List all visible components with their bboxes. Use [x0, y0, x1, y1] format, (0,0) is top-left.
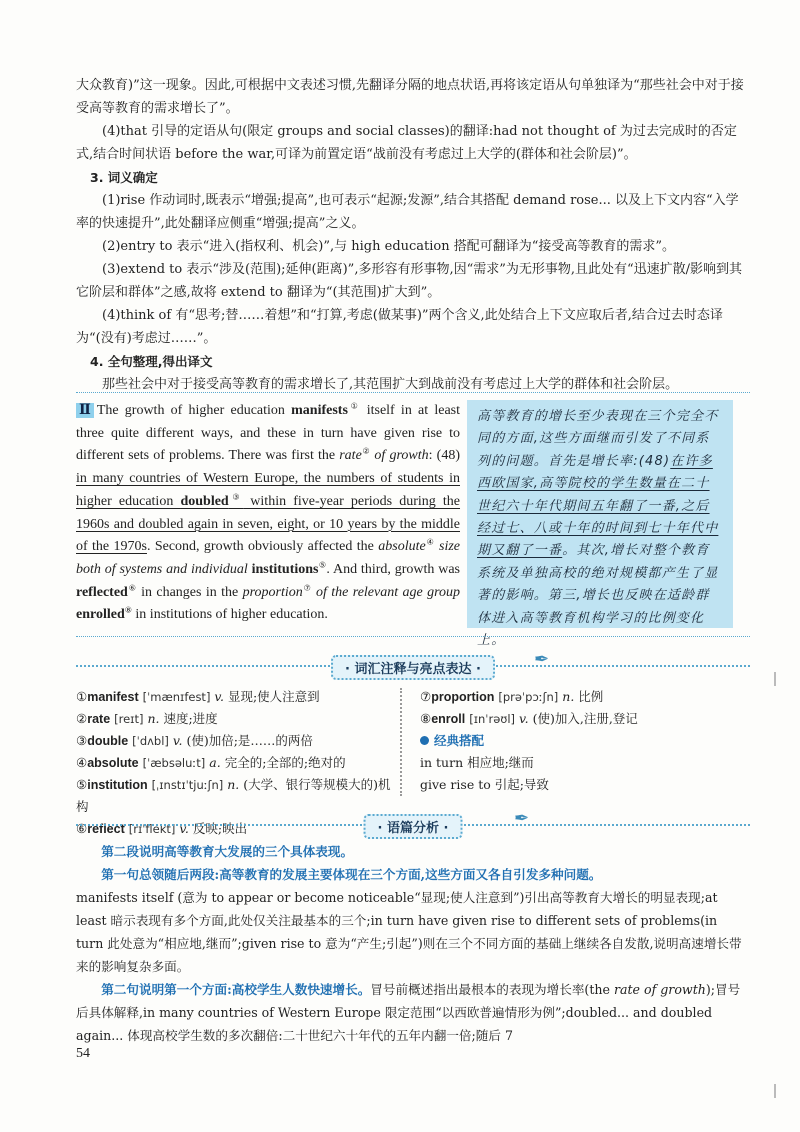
text: in institutions of higher education. [131, 607, 328, 623]
english-passage [76, 400, 460, 627]
page-number: 54 [76, 1046, 90, 1061]
paragraph: 大众教育)”这一现象。因此,可根据中文表述习惯,先翻译分隔的地点状语,再将该定语从句单独译为“那些社会中对于接受高等教育的需求增长了”。 [76, 78, 744, 116]
paragraph: manifests itself (意为 to appear or become noticeable“显现;使人注意到”)引出高等教育大增长的明显表现;at least 暗示表现有多个方面,此处仅关注最基本的三个;in turn have given rise to different sets of problems(in turn 此处意为“相应地,继而”;given rise to 意为“产生;引起”)则在三个不同方面的基础上继续各自发散,说明高速增长带来的影响复杂多面。 [76, 890, 742, 974]
keyword: reflected [76, 584, 128, 600]
section-heading: 3. 词义确定 [90, 170, 158, 185]
footnote-ref: ⑤ [318, 560, 327, 570]
vocab-entry [420, 708, 740, 730]
bullet-icon [420, 736, 429, 745]
divider [76, 636, 750, 637]
keyword: enrolled [76, 607, 125, 623]
vocab-definition: 反映;映出 [192, 821, 248, 836]
text: of the relevant age group [311, 584, 460, 600]
vocab-number: ⑥ [76, 821, 88, 836]
vocab-section-header [76, 649, 750, 685]
vocab-definition: (使)加入,注册,登记 [532, 711, 638, 726]
text: size both of systems and individual [76, 539, 460, 577]
footnote-ref: ⑦ [302, 582, 312, 592]
vocab-word: proportion [431, 690, 495, 704]
vocab-pos: n. [147, 711, 160, 726]
vocab-phonetic: [ɪnˈrəʊl] [469, 712, 516, 726]
underlined-translation: 在许多西欧国家,高等院校的学生数量在二十世纪六十年代期间五年翻了一番,之后经过七、八或十年的时间到七十年代中期又翻了一番 [477, 453, 719, 559]
keyword: institutions [251, 561, 319, 577]
vocab-word: manifest [87, 690, 139, 704]
underlined-sentence: in many countries of Western Europe, the numbers of students in higher education doubled③ within five-year periods during the 1960s and doubled again in seven, eight, or 10 years by the middle of the 1970s [76, 471, 461, 555]
vocab-phonetic: [reɪt] [114, 712, 144, 726]
footnote-ref: ⑧ [124, 605, 132, 615]
paragraph: (3)extend to 表示“涉及(范围);延伸(距离)”,多形容有形事物,因“需求”为无形事物,且此处有“迅速扩散/影响到其它阶层和群体”之感,故将 extend to 翻译为“(其范围)扩大到”。 [76, 262, 743, 300]
vocab-number: ② [76, 711, 88, 726]
analysis-point: 第一句总领随后两段:高等教育的发展主要体现在三个方面,这些方面又各自引发多种问题。 [101, 867, 602, 882]
section-title: · 词汇注释与亮点表达 · [331, 655, 495, 680]
collocation-heading: 经典搭配 [420, 730, 740, 752]
analysis-block [76, 840, 744, 1047]
explanation-block [76, 74, 744, 396]
edge-mark [774, 672, 776, 686]
text: : (48) [428, 448, 461, 464]
vocab-word: reflect [87, 822, 125, 836]
vocab-entry [76, 774, 394, 818]
vocab-list-right [420, 686, 740, 796]
paragraph: (4)think of 有“思考;替……着想”和“打算,考虑(做某事)”两个含义,此处结合上下文应取后者,结合过去时态译为“(没有)考虑过……”。 [76, 308, 723, 346]
vocab-pos: n. [562, 689, 575, 704]
paragraph: (4)that 引导的定语从句(限定 groups and social classes)的翻译:had not thought of 为过去完成时的否定式,结合时间状语 before the war,可译为前置定语“战前没有考虑过上大学的(群体和社会阶层)”。 [76, 124, 737, 162]
vocab-number: ⑧ [420, 711, 432, 726]
section-title: · 语篇分析 · [364, 814, 463, 839]
edge-mark [774, 1084, 776, 1098]
vocab-pos: n. [227, 777, 240, 792]
keyword: absolute [378, 539, 426, 555]
vocab-number: ⑤ [76, 777, 88, 792]
vocab-entry [76, 708, 394, 730]
vocab-phonetic: [rɪˈflekt] [128, 822, 176, 836]
footnote-ref: ③ [228, 492, 244, 502]
vocab-definition: (大学、银行等规模大的)机构 [76, 777, 391, 814]
text: 。其次,增长对整个教育系统及单独高校的绝对规模都产生了显著的影响。第三,增长也反映在适龄群体进入高等教育机构学习的比例变化上。 [477, 543, 719, 649]
vocab-word: absolute [87, 756, 139, 770]
vocab-definition: 显现;使人注意到 [227, 689, 320, 704]
paragraph-marker: Ⅱ [76, 403, 94, 418]
pen-icon: ✒ [514, 808, 530, 829]
analysis-heading: 第二段说明高等教育大发展的三个具体表现。 [101, 844, 354, 859]
collocation-item: give rise to 引起;导致 [420, 777, 549, 792]
vocab-pos: v. [519, 711, 529, 726]
text: 高等教育的增长至少表现在三个完全不同的方面,这些方面继而引发了不同系列的问题。首先是增长率:(48) [477, 409, 719, 469]
vocab-pos: v. [214, 689, 224, 704]
separator-chain [400, 688, 412, 796]
vocab-phonetic: [prəˈpɔːʃn] [498, 690, 559, 704]
section-heading: 4. 全句整理,得出译文 [90, 354, 213, 369]
text: in changes in the [136, 584, 243, 600]
vocab-number: ③ [76, 733, 88, 748]
vocab-word: double [87, 734, 129, 748]
vocab-phonetic: [ˈdʌbl] [132, 734, 169, 748]
vocab-entry [76, 730, 394, 752]
text: itself in at least three quite different ways, and these in turn have given rise to different sets of problems. There was first the [76, 403, 460, 464]
footnote-ref: ① [347, 401, 361, 411]
divider [76, 392, 750, 393]
paragraph: (1)rise 作动词时,既表示“增强;提高”,也可表示“起源;发源”,结合其搭配 demand rose... 以及上下文内容“入学率的快速提升”,此处翻译应侧重“增强;提高”之义。 [76, 193, 739, 231]
translation-box [467, 400, 733, 649]
pen-icon: ✒ [534, 649, 550, 670]
keyword: proportion [242, 584, 303, 600]
vocab-pos: v. [179, 821, 189, 836]
paragraph: (2)entry to 表示“进入(指权利、机会)”,与 high education 搭配可翻译为“接受高等教育的需求”。 [102, 239, 676, 254]
vocab-number: ① [76, 689, 88, 704]
paragraph: 第二句说明第一个方面:高校学生人数快速增长。冒号前概述指出最根本的表现为增长率(the rate of growth);冒号后具体解释,in many countries of Western Europe 限定范围“以西欧普遍情形为例”;doubled... and doubled again... 体现高校学生数的多次翻倍:二十世纪六十年代的五年内翻一倍;随后 7 [76, 982, 741, 1043]
vocab-pos: a. [209, 755, 221, 770]
vocab-entry [76, 686, 394, 708]
vocab-definition: 完全的;全部的;绝对的 [224, 755, 346, 770]
keyword: rate [339, 448, 362, 464]
text: The growth of higher education [96, 403, 292, 418]
vocab-word: enroll [431, 712, 466, 726]
vocab-entry [76, 752, 394, 774]
vocab-phonetic: [ˌɪnstɪˈtjuːʃn] [151, 778, 224, 792]
vocab-definition: 速度;进度 [163, 711, 218, 726]
text: of growth [370, 448, 429, 464]
vocab-word: institution [87, 778, 148, 792]
collocation-item: in turn 相应地;继而 [420, 755, 534, 770]
keyword: manifests [291, 403, 348, 418]
vocab-pos: v. [172, 733, 183, 748]
vocab-definition: 比例 [578, 689, 604, 704]
vocab-number: ④ [76, 755, 88, 770]
footnote-ref: ② [361, 446, 371, 456]
vocab-items [420, 686, 740, 730]
text: . And third, growth was [326, 561, 461, 577]
vocab-word: rate [87, 712, 111, 726]
vocab-definition: (使)加倍;是……的两倍 [186, 733, 313, 748]
keyword: doubled [180, 493, 229, 509]
footnote-ref: ④ [425, 537, 435, 547]
text: . Second, growth obviously affected the [146, 539, 379, 555]
final-translation: 那些社会中对于接受高等教育的需求增长了,其范围扩大到战前没有考虑过上大学的群体和社会阶层。 [102, 377, 679, 392]
vocab-number: ⑦ [420, 689, 432, 704]
vocab-phonetic: [ˈæbsəluːt] [142, 756, 206, 770]
vocab-entry [420, 686, 740, 708]
footnote-ref: ⑥ [127, 582, 137, 592]
vocab-phonetic: [ˈmænɪfest] [142, 690, 211, 704]
